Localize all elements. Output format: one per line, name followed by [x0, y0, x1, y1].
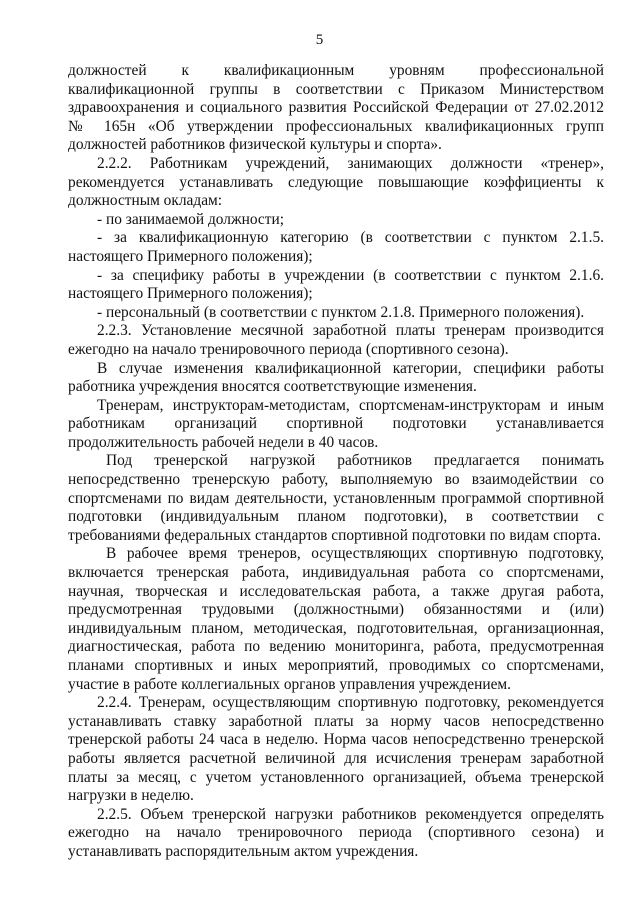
paragraph-2-2-3: 2.2.3. Установление месячной заработной платы тренерам производится ежегодно на начало тренировочного периода (спортивного сезона). — [68, 322, 604, 358]
paragraph-work-week: Тренерам, инструкторам-методистам, спортсменам-инструкторам и иным работникам организаций спортивной подготовки устанавливается продолжительность рабочей недели в 40 часов. — [68, 396, 604, 451]
list-item-category: - за квалификационную категорию (в соответствии с пунктом 2.1.5. настоящего Примерного положения); — [68, 229, 604, 265]
document-body — [68, 62, 604, 862]
paragraph-continuation: должностей к квалификационным уровням профессиональной квалификационной группы в соответствии с Приказом Министерством здравоохранения и социального развития Российской Федерации от 27.02.2012 № 165н «Об утверждении профессиональных квалификационных групп должностей работников физической культуры и спорта». — [68, 62, 604, 154]
paragraph-category-change: В случае изменения квалификационной категории, специфики работы работника учреждения вносятся соответствующие изменения. — [68, 359, 604, 396]
list-item-personal: - персональный (в соответствии с пунктом 2.1.8. Примерного положения). — [97, 303, 585, 321]
paragraph-2-2-5: 2.2.5. Объем тренерской нагрузки работников рекомендуется определять ежегодно на начало тренировочного периода (спортивного сезона) и устанавливать распорядительным актом учреждения. — [68, 805, 604, 860]
paragraph-2-2-4: 2.2.4. Тренерам, осуществляющим спортивную подготовку, рекомендуется устанавливать ставку заработной платы за норму часов непосредственно тренерской работы 24 часа в неделю. Норма часов непосредственно тренерской работы является расчетной величиной для исчисления тренерам заработной платы за месяц, с учетом установленного организацией, объема тренерской нагрузки в неделю. — [68, 694, 604, 805]
paragraph-working-time: В рабочее время тренеров, осуществляющих спортивную подготовку, включается тренерская работа, индивидуальная работа со спортсменами, научная, творческая и исследовательская работа, а также другая работа, предусмотренная трудовыми (должностными) обязанностями и (или) индивидуальным планом, методическая, подготовительная, организационная, диагностическая, работа по ведению мониторинга, работа, предусмотренная планами спортивных и иных мероприятий, проводимых со спортсменами, участие в работе коллегиальных органов управления учреждением. — [68, 545, 604, 693]
page-number: 5 — [315, 32, 324, 48]
list-item-position: - по занимаемой должности; — [97, 210, 284, 228]
paragraph-coaching-load: Под тренерской нагрузкой работников предлагается понимать непосредственно тренерскую работу, выполняемую во взаимодействии со спортсменами по видам деятельности, установленным программой спортивной подготовки (индивидуальным планом подготовки), в соответствии с требованиями федеральных стандартов спортивной подготовки по видам спорта. — [68, 452, 604, 544]
paragraph-2-2-2: 2.2.2. Работникам учреждений, занимающих должности «тренер», рекомендуется устанавливать следующие повышающие коэффициенты к должностным окладам: — [68, 154, 604, 210]
list-item-specifics: - за специфику работы в учреждении (в соответствии с пунктом 2.1.6. настоящего Примерного положения); — [68, 266, 604, 303]
